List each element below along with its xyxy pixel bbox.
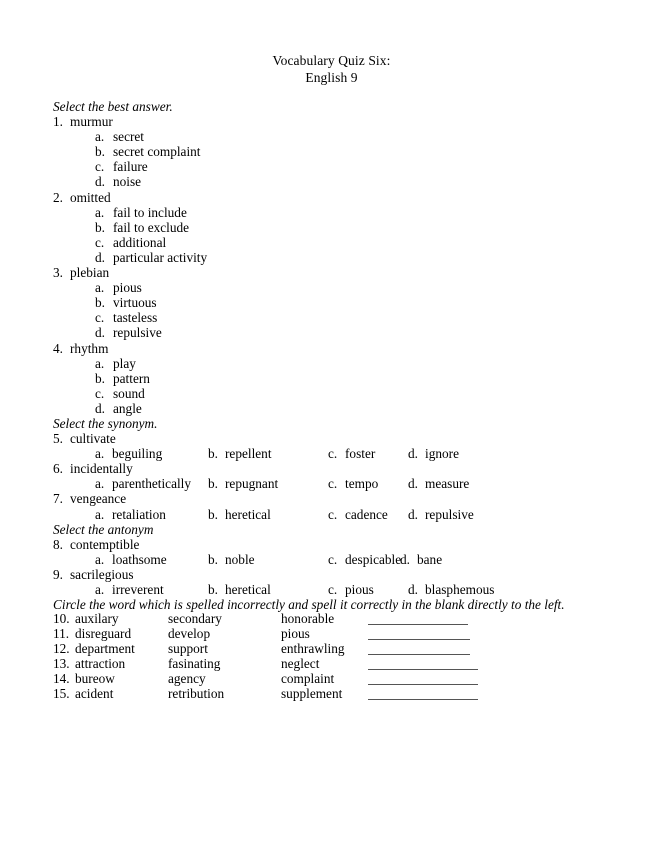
option-text: retaliation [112, 506, 166, 522]
option-letter: a. [95, 506, 105, 522]
option-letter: a. [95, 476, 105, 492]
option-letter: d. [95, 325, 105, 341]
option-item[interactable] [53, 159, 633, 174]
answer-blank[interactable] [368, 624, 468, 625]
option-row [53, 507, 633, 522]
option-letter: d. [408, 506, 418, 522]
option-text: repulsive [425, 506, 474, 522]
instruction-best-answer: Select the best answer. [53, 99, 173, 114]
question-item [53, 567, 633, 582]
spelling-word-2[interactable]: develop [168, 626, 211, 642]
question-item [53, 491, 633, 506]
option-letter: b. [95, 219, 105, 235]
option-letter: c. [328, 446, 338, 462]
option-text: foster [345, 446, 376, 462]
table-row [53, 612, 633, 627]
title-line-1: Vocabulary Quiz Six: [272, 53, 391, 68]
option-letter: a. [95, 582, 105, 597]
option-letter: d. [95, 400, 105, 416]
spelling-word-1[interactable]: auxilary [75, 611, 119, 627]
title-line-2: English 9 [305, 70, 358, 85]
spelling-word-2[interactable]: agency [168, 670, 206, 686]
option-text: fail to include [113, 204, 187, 220]
spelling-word-1[interactable]: department [75, 640, 135, 656]
option-text: measure [425, 476, 470, 492]
option-item[interactable] [53, 371, 633, 386]
option-item[interactable] [328, 476, 378, 491]
answer-blank[interactable] [368, 699, 478, 700]
option-text: bane [417, 551, 443, 567]
question-word: contemptible [70, 536, 140, 552]
question-item [53, 537, 633, 552]
option-text: sound [113, 385, 145, 401]
option-text: beguiling [112, 446, 163, 462]
option-item[interactable] [53, 401, 633, 416]
option-text: pious [345, 582, 374, 597]
option-text: additional [113, 234, 167, 250]
table-row [53, 642, 633, 657]
quiz-body [53, 99, 633, 702]
option-item[interactable] [53, 174, 633, 189]
option-letter: c. [328, 506, 338, 522]
spelling-word-3[interactable]: honorable [281, 611, 335, 627]
spelling-word-3[interactable]: neglect [281, 655, 320, 671]
question-number: 5. [53, 431, 63, 447]
option-item[interactable] [95, 582, 164, 597]
question-word: vengeance [70, 491, 127, 507]
option-item[interactable] [408, 476, 469, 491]
answer-blank[interactable] [368, 684, 478, 685]
option-letter: b. [208, 476, 218, 492]
question-item [53, 461, 633, 476]
question-word: omitted [70, 189, 111, 205]
option-item[interactable] [400, 552, 442, 567]
option-item[interactable] [53, 220, 633, 235]
option-text: particular activity [113, 249, 208, 265]
row-number: 11. [53, 626, 70, 642]
spelling-word-3[interactable]: supplement [281, 685, 343, 701]
option-letter: b. [208, 582, 218, 597]
table-row [53, 672, 633, 687]
option-text: parenthetically [112, 476, 192, 492]
question-number: 8. [53, 536, 63, 552]
question-word: murmur [70, 114, 113, 130]
option-item[interactable] [53, 144, 633, 159]
option-text: heretical [225, 506, 271, 522]
option-letter: a. [95, 280, 105, 296]
answer-blank[interactable] [368, 654, 470, 655]
option-item[interactable] [408, 582, 494, 597]
option-item[interactable] [208, 582, 271, 597]
instruction-synonym: Select the synonym. [53, 415, 158, 431]
option-letter: c. [95, 385, 105, 401]
option-item[interactable] [95, 507, 166, 522]
option-text: repulsive [113, 325, 162, 341]
option-text: despicable [345, 551, 402, 567]
option-item[interactable] [53, 235, 633, 250]
table-row [53, 657, 633, 672]
option-letter: d. [408, 582, 418, 597]
question-group-antonym [53, 537, 633, 597]
question-item [53, 190, 633, 205]
question-number: 7. [53, 491, 63, 507]
option-text: heretical [225, 582, 271, 597]
spelling-word-1[interactable]: bureow [75, 670, 115, 686]
option-row [53, 552, 633, 567]
option-item[interactable] [328, 507, 388, 522]
option-item[interactable] [53, 386, 633, 401]
option-item[interactable] [53, 295, 633, 310]
option-letter: d. [95, 174, 105, 190]
answer-blank[interactable] [368, 669, 478, 670]
option-letter: c. [95, 310, 105, 326]
option-text: angle [113, 400, 142, 416]
spelling-word-2[interactable]: support [168, 640, 208, 656]
option-letter: b. [95, 144, 105, 160]
question-item [53, 265, 633, 280]
option-letter: b. [208, 551, 218, 567]
row-number: 13. [53, 655, 70, 671]
question-item [53, 114, 633, 129]
question-number: 1. [53, 114, 63, 130]
table-row [53, 627, 633, 642]
option-text: repugnant [225, 476, 279, 492]
option-text: loathsome [112, 551, 167, 567]
spelling-word-3[interactable]: enthrawling [281, 640, 345, 656]
option-text: noise [113, 174, 142, 190]
question-number: 6. [53, 461, 63, 477]
option-item[interactable] [208, 446, 272, 461]
option-item[interactable] [53, 205, 633, 220]
option-text: secret complaint [113, 144, 201, 160]
option-item[interactable] [328, 552, 401, 567]
option-text: pattern [113, 370, 150, 386]
question-word: incidentally [70, 461, 133, 477]
row-number: 15. [53, 685, 70, 701]
option-letter: b. [208, 446, 218, 462]
option-letter: c. [95, 159, 105, 175]
option-item[interactable] [53, 129, 633, 144]
spelling-word-2[interactable]: retribution [168, 685, 225, 701]
option-item[interactable] [408, 507, 474, 522]
option-row [53, 476, 633, 491]
option-letter: a. [95, 446, 105, 462]
option-text: secret [113, 129, 145, 145]
option-item[interactable] [328, 582, 374, 597]
spelling-word-3[interactable]: pious [281, 626, 310, 642]
instruction-spelling: Circle the word which is spelled incorrectly and spell it correctly in the blank directly to the left. [53, 597, 565, 613]
option-item[interactable] [408, 446, 459, 461]
option-letter: c. [328, 582, 338, 597]
option-text: blasphemous [425, 582, 495, 597]
question-item [53, 431, 633, 446]
spelling-word-2[interactable]: secondary [168, 611, 222, 627]
option-item[interactable] [95, 552, 167, 567]
spelling-word-2[interactable]: fasinating [168, 655, 221, 671]
spelling-word-3[interactable]: complaint [281, 670, 335, 686]
question-item [53, 341, 633, 356]
document-title [0, 52, 663, 86]
row-number: 12. [53, 640, 70, 656]
option-letter: d. [95, 249, 105, 265]
option-letter: d. [400, 551, 410, 567]
option-letter: b. [95, 295, 105, 311]
question-number: 4. [53, 340, 63, 356]
option-item[interactable] [53, 310, 633, 325]
spelling-word-1[interactable]: acident [75, 685, 114, 701]
answer-blank[interactable] [368, 639, 470, 640]
option-letter: d. [408, 446, 418, 462]
option-item[interactable] [208, 507, 271, 522]
question-number: 3. [53, 265, 63, 281]
option-letter: a. [95, 355, 105, 371]
option-letter: c. [328, 476, 338, 492]
option-item[interactable] [53, 250, 633, 265]
option-item[interactable] [53, 325, 633, 340]
option-letter: d. [408, 476, 418, 492]
row-number: 14. [53, 670, 70, 686]
option-row [53, 582, 633, 597]
option-letter: a. [95, 129, 105, 145]
question-group-synonym [53, 431, 633, 522]
option-text: ignore [425, 446, 459, 462]
option-letter: a. [95, 551, 105, 567]
option-item[interactable] [53, 280, 633, 295]
row-number: 10. [53, 611, 70, 627]
spelling-word-1[interactable]: attraction [75, 655, 126, 671]
question-word: cultivate [70, 431, 116, 447]
spelling-word-1[interactable]: disreguard [75, 626, 132, 642]
option-text: fail to exclude [113, 219, 190, 235]
option-item[interactable] [208, 552, 255, 567]
option-text: repellent [225, 446, 272, 462]
option-letter: c. [328, 551, 338, 567]
option-item[interactable] [95, 446, 162, 461]
option-item[interactable] [208, 476, 278, 491]
option-text: failure [113, 159, 148, 175]
spelling-table [53, 612, 633, 701]
question-number: 2. [53, 189, 63, 205]
option-letter: a. [95, 204, 105, 220]
question-group-best-answer [53, 114, 633, 416]
instruction-antonym: Select the antonym [53, 521, 154, 537]
option-text: tasteless [113, 310, 158, 326]
question-word: plebian [70, 265, 110, 281]
option-item[interactable] [95, 476, 191, 491]
question-number: 9. [53, 566, 63, 582]
option-letter: b. [95, 370, 105, 386]
option-text: play [113, 355, 136, 371]
option-text: virtuous [113, 295, 157, 311]
option-row [53, 446, 633, 461]
question-word: rhythm [70, 340, 109, 356]
option-item[interactable] [328, 446, 375, 461]
option-letter: b. [208, 506, 218, 522]
option-text: irreverent [112, 582, 164, 597]
option-item[interactable] [53, 356, 633, 371]
option-text: tempo [345, 476, 379, 492]
question-word: sacrilegious [70, 566, 134, 582]
option-letter: c. [95, 234, 105, 250]
option-text: cadence [345, 506, 388, 522]
option-text: noble [225, 551, 255, 567]
table-row [53, 687, 633, 702]
option-text: pious [113, 280, 142, 296]
